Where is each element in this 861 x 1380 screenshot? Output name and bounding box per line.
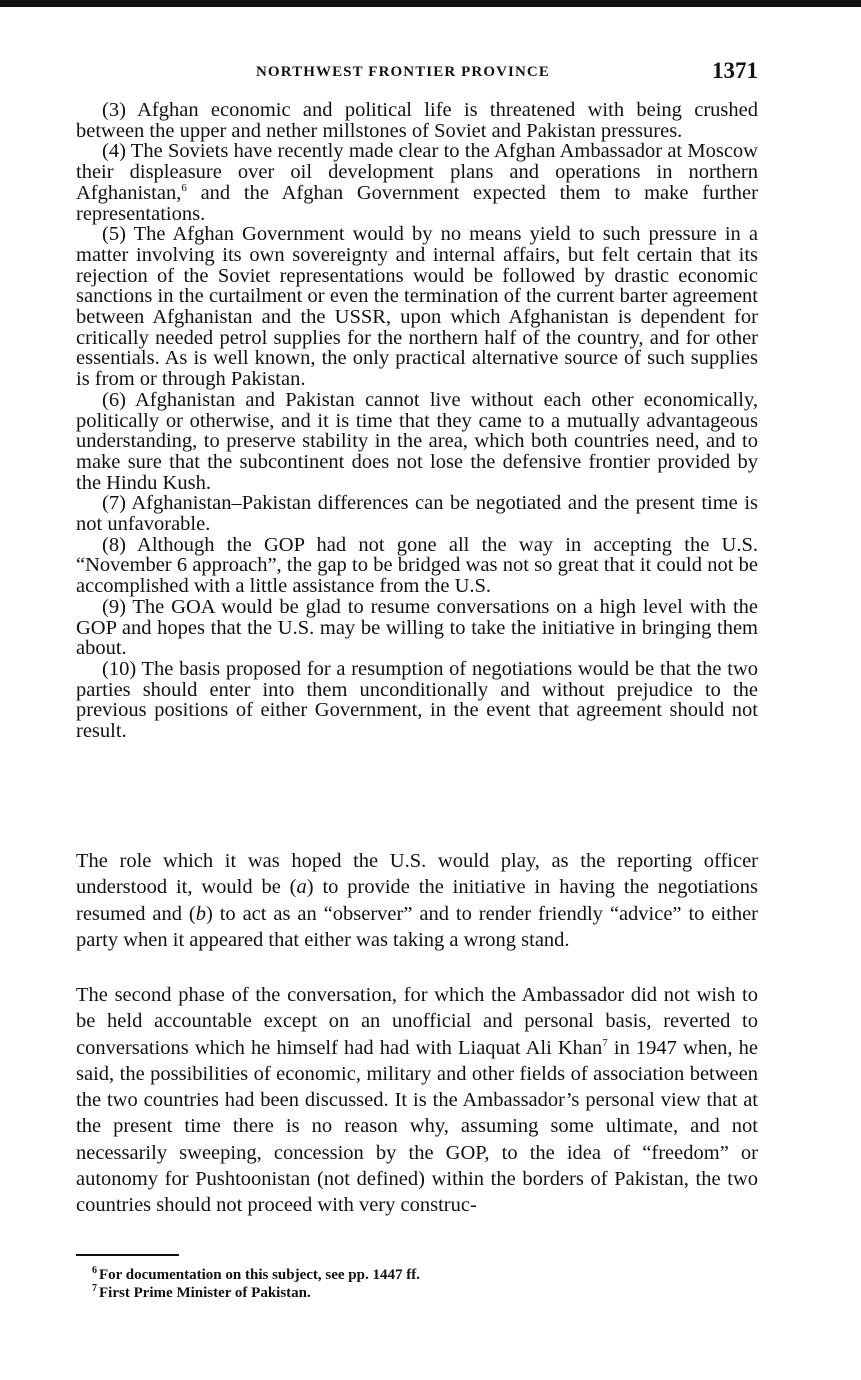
- point-10: (10) The basis proposed for a resumption of negotiations would be that the two parties should enter into them unconditionally and without prejudice to the previous positions of either Government, in the event that agreement should not result.: [76, 657, 758, 743]
- point-4: [76, 141, 758, 224]
- page-number: 1371: [712, 58, 758, 83]
- point-5: (5) The Afghan Government would by no means yield to such pressure in a matter involving its own sovereignty and internal affairs, but felt certain that its rejection of the Soviet representations would be followed by drastic economic sanctions in the curtailment or even the termination of the current barter agreement between Afghanistan and the USSR, upon which Afghanistan is dependent for critically needed petrol supplies for the northern half of the country, and for other essentials. As is well known, the only practical alternative source of such supplies is from or through Pakistan.: [76, 223, 758, 391]
- paragraph-text: [76, 848, 758, 953]
- footnotes: [92, 1266, 752, 1302]
- paragraph-second-phase: [76, 982, 758, 1219]
- point-3: (3) Afghan economic and political life is threatened with being crushed between the upper and nether millstones of Soviet and Pakistan pressures.: [76, 99, 758, 142]
- footnote-7: [92, 1284, 752, 1302]
- point-4-text: (4) The Soviets have recently made clear to the Afghan Ambassador at Moscow their displeasure over oil development plans and operations in northern Afghanistan,: [76, 140, 758, 204]
- paragraph-text: [76, 982, 758, 1219]
- text-run: The role which it was hoped the U.S. would play, as the reporting officer understood it, would be (: [76, 850, 758, 899]
- marker-b: b: [195, 902, 206, 925]
- point-9: (9) The GOA would be glad to resume conversations on a high level with the GOP and hopes that the U.S. may be willing to take the initiative in bringing them about.: [76, 595, 758, 660]
- footnote-ref-6: 6: [181, 181, 187, 194]
- text-run: ) to act as an “observer” and to render friendly “advice” to either party when it appeared that either was taking a wrong stand.: [76, 902, 758, 951]
- point-4-text-cont: and the Afghan Government expected them to make further representations.: [76, 181, 758, 225]
- text-run: The second phase of the conversation, for which the Ambassador did not wish to be held accountable except on an unofficial and personal basis, reverted to conversations which he himself had had with Liaquat Ali Khan: [76, 984, 758, 1059]
- footnote-mark: 7: [92, 1283, 97, 1294]
- footnote-text: For documentation on this subject, see pp. 1447 ff.: [99, 1267, 420, 1283]
- text-run: in 1947 when, he said, the possibilities of economic, military and other fields of association between the two countries had been discussed. It is the Ambassador’s personal view that at the present time there is no reason why, assuming some ultimate, and not necessarily sweeping, concession by the GOP, to the idea of “freedom” or autonomy for Pushtoonistan (not defined) within the borders of Pakistan, the two countries should not proceed with very construc-: [76, 1036, 758, 1217]
- text-run: ) to provide the initiative in having the negotiations resumed and (: [76, 876, 758, 925]
- running-head: NORTHWEST FRONTIER PROVINCE: [256, 64, 550, 80]
- page-header: [76, 58, 760, 88]
- paragraph-role-of-us: [76, 848, 758, 953]
- top-border-rule: [0, 0, 861, 7]
- footnote-mark: 6: [92, 1265, 97, 1276]
- footnote-rule: [76, 1254, 179, 1256]
- marker-a: a: [296, 876, 307, 899]
- point-6: (6) Afghanistan and Pakistan cannot live without each other economically, politically or otherwise, and it is time that they came to a mutually advantageous understanding, to preserve stability in the area, which both countries need, and to make sure that the subcontinent does not lose the defensive frontier provided by the Hindu Kush.: [76, 388, 758, 494]
- point-7: (7) Afghanistan–Pakistan differences can be negotiated and the present time is not unfavorable.: [76, 492, 758, 536]
- footnote-6: [92, 1266, 752, 1284]
- footnote-ref-7: 7: [602, 1036, 608, 1049]
- footnote-text: First Prime Minister of Pakistan.: [99, 1285, 311, 1301]
- enumerated-points: [76, 100, 758, 742]
- point-8: (8) Although the GOP had not gone all the way in accepting the U.S. “November 6 approach”, the gap to be bridged was not so great that it could not be accomplished with a little assistance from the U.S.: [76, 533, 758, 598]
